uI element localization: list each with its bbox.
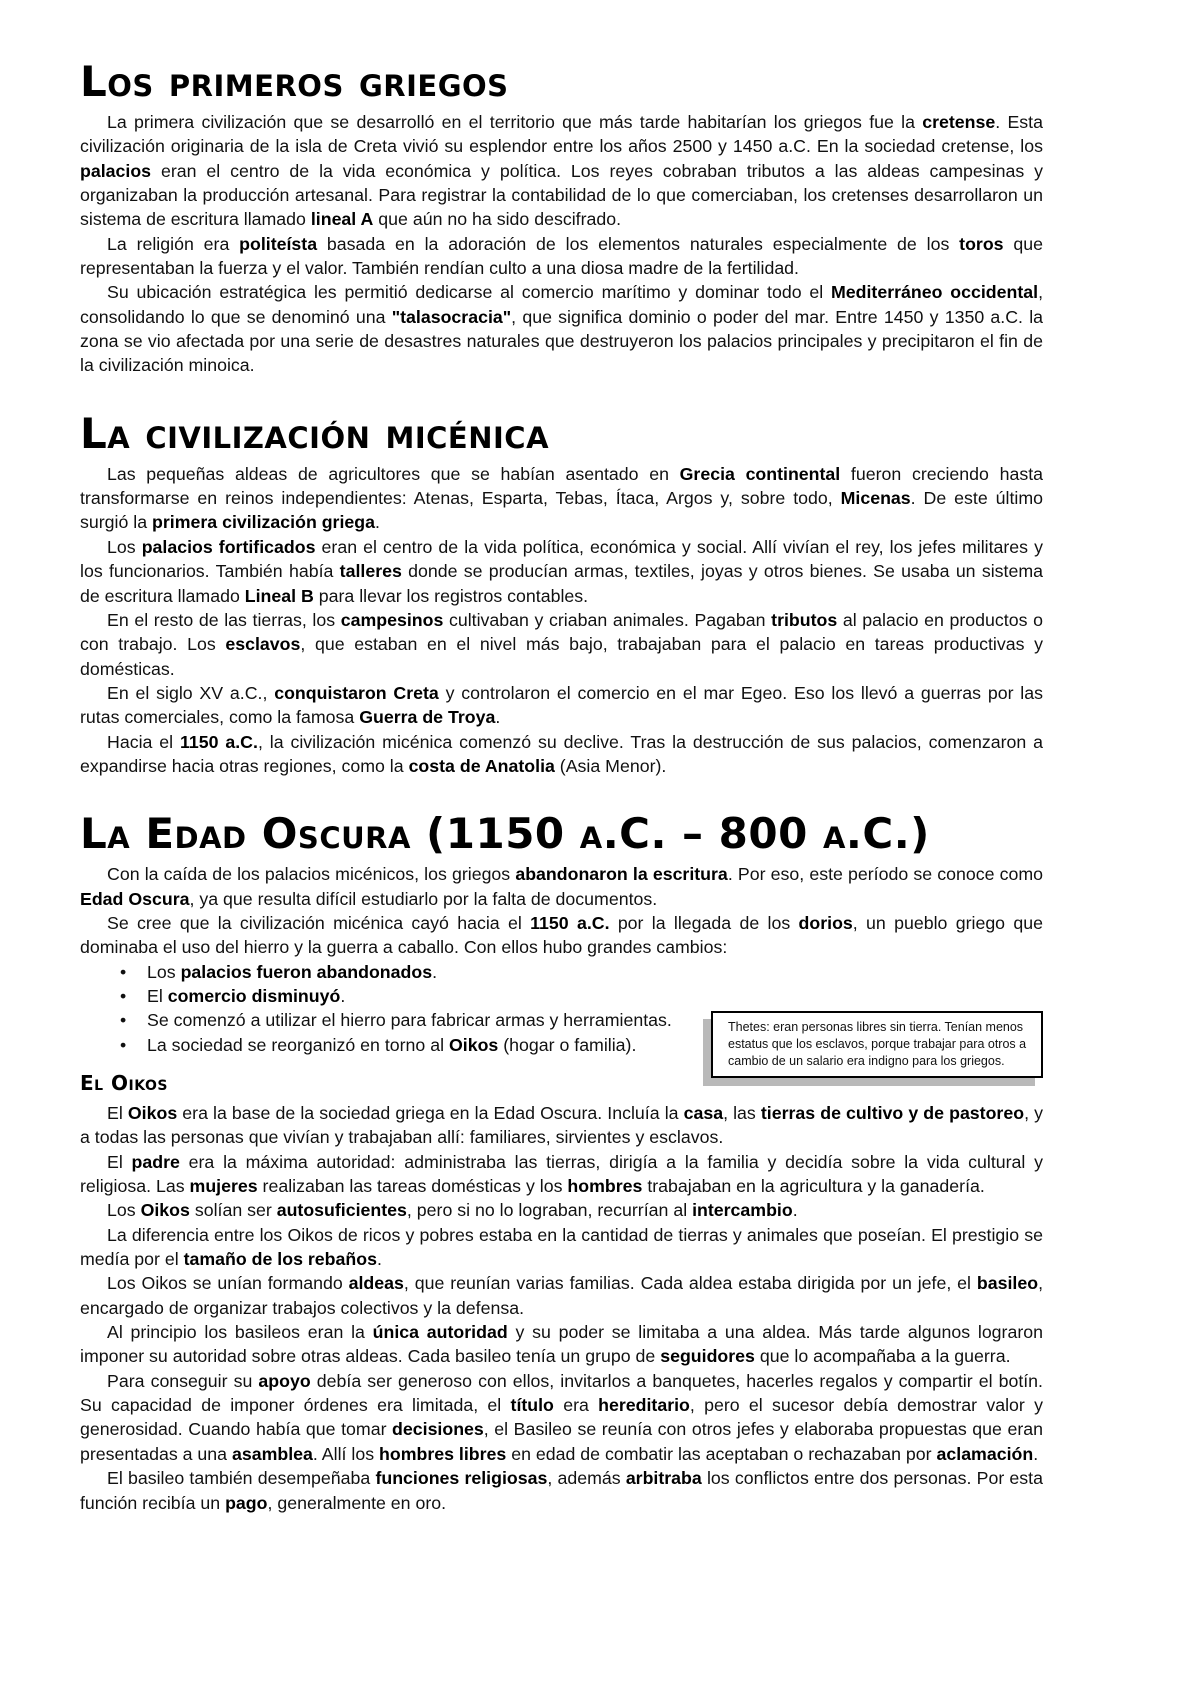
text-run: .	[374, 512, 380, 533]
bold-term: 1150 a.C.	[530, 912, 610, 933]
text-run: era la máxima autoridad: administraba las tierras, dirigía a la familia y decidía sobre la vida cultural y religiosa. Las	[80, 1151, 1043, 1197]
bold-term: 1150 a.C.	[179, 731, 258, 752]
bullet-icon	[120, 984, 126, 1008]
text-run: solían ser	[189, 1200, 277, 1221]
paragraph	[80, 110, 1043, 232]
bold-term: aldeas	[348, 1273, 404, 1294]
text-run: (Asia Menor).	[554, 755, 667, 776]
section-3	[80, 806, 1043, 1515]
text-run: y controlaron el comercio en el mar Egeo. Eso los llevó a guerras por las rutas comerciales, como la famosa	[80, 682, 1044, 728]
text-run: En el siglo XV a.C.,	[107, 682, 275, 703]
text-run: Se comenzó a utilizar el hierro para fabricar armas y herramientas.	[147, 1010, 672, 1031]
subsection-title: El Oikos	[80, 1071, 168, 1095]
text-run: El	[147, 985, 168, 1006]
section-title: Los primeros griegos	[80, 57, 509, 106]
text-run: , pero el sucesor debía demostrar valor y generosidad. Cuando había que tomar	[80, 1395, 1043, 1440]
text-run: que lo acompañaba a la guerra.	[754, 1346, 1011, 1367]
list-item	[147, 984, 1043, 1008]
bold-term: tributos	[771, 609, 838, 630]
text-run: , ya que resulta difícil estudiarlo por la falta de documentos.	[189, 888, 658, 909]
text-run: Las pequeñas aldeas de agricultores que se habían asentado en	[107, 463, 680, 484]
bold-term: "talasocracia"	[391, 306, 512, 327]
bullet-icon	[120, 1008, 126, 1032]
text-run: . Allí los	[312, 1443, 380, 1464]
bold-term: apoyo	[258, 1370, 311, 1391]
paragraph	[80, 1320, 1043, 1369]
section-title: La civilización micénica	[80, 408, 550, 458]
text-run: .	[376, 1249, 382, 1270]
paragraph	[80, 1369, 1043, 1466]
bold-term: Oikos	[448, 1034, 499, 1055]
text-run: para llevar los registros contables.	[313, 585, 589, 606]
text-run: por la llegada de los	[609, 912, 799, 933]
section-2	[80, 406, 1043, 778]
bold-term: toros	[959, 233, 1004, 254]
text-run: debía ser generoso con ellos, invitarlos a banquetes, hacerles regalos y compartir el botín. Su capacidad de imponer órdenes era limitada, el	[80, 1370, 1043, 1416]
bold-term: seguidores	[660, 1346, 755, 1367]
bold-term: palacios	[80, 160, 152, 181]
text-run: y su poder se limitaba a una aldea. Más tarde algunos lograron imponer su autoridad sobre otras aldeas. Cada basileo tenía un grupo de	[80, 1322, 1043, 1367]
bold-term: arbitraba	[625, 1468, 702, 1489]
paragraph	[80, 608, 1043, 681]
paragraph	[80, 1271, 1043, 1320]
bold-term: costa de Anatolia	[408, 755, 555, 776]
text-run: . De este último surgió la	[80, 488, 1043, 533]
paragraph	[80, 1223, 1043, 1272]
text-run: .	[1033, 1443, 1039, 1464]
bold-term: autosuficientes	[276, 1200, 407, 1221]
text-run: basada en la adoración de los elementos naturales especialmente de los	[317, 233, 960, 254]
bold-term: título	[510, 1395, 554, 1416]
bold-term: tierras de cultivo y de pastoreo	[760, 1103, 1025, 1123]
bold-term: campesinos	[340, 609, 444, 630]
text-run: El	[107, 1151, 132, 1172]
text-run: Con la caída de los palacios micénicos, los griegos	[107, 864, 516, 885]
text-run: Al principio los basileos eran la	[107, 1322, 373, 1343]
bold-term: aclamación	[936, 1443, 1034, 1464]
text-run: , que reunían varias familias. Cada aldea estaba dirigida por un jefe, el	[403, 1273, 977, 1294]
bold-term: mujeres	[189, 1176, 258, 1197]
text-run: eran el centro de la vida política, económica y social. Allí vivían el rey, los jefes militares y los funcionarios. También había	[80, 536, 1043, 582]
text-run: , además	[547, 1468, 626, 1489]
text-run: La sociedad se reorganizó en torno al	[147, 1034, 449, 1055]
text-run: cultivaban y criaban animales. Pagaban	[443, 609, 772, 630]
bold-term: Mediterráneo occidental	[831, 282, 1039, 303]
list-item	[147, 960, 1043, 984]
text-run: , que significa dominio o poder del mar. Entre 1450 y 1350 a.C. la zona se vio afectada por una serie de desastres naturales que destruyeron los palacios principales y precipitaron el fin de la civilización minoica.	[80, 306, 1044, 376]
text-run: Los	[107, 536, 142, 557]
bold-term: palacios fueron abandonados	[180, 961, 433, 982]
text-run: .	[495, 707, 501, 728]
bold-term: Guerra de Troya	[359, 707, 496, 728]
paragraph	[80, 1466, 1043, 1515]
bold-term: asamblea	[231, 1443, 313, 1464]
bold-term: comercio disminuyó	[167, 985, 341, 1006]
text-run: era la base de la sociedad griega en la Edad Oscura. Incluía la	[177, 1103, 684, 1123]
text-run: trabajaban en la agricultura y la ganadería.	[642, 1176, 985, 1197]
text-run: Los	[107, 1200, 141, 1221]
bold-term: Oikos	[127, 1103, 178, 1123]
paragraph	[80, 681, 1043, 730]
bold-term: dorios	[798, 912, 853, 933]
paragraph	[80, 280, 1043, 377]
bold-term: palacios fortificados	[141, 536, 316, 557]
bold-term: cretense	[922, 112, 996, 132]
bold-term: esclavos	[225, 634, 301, 655]
text-run: Su ubicación estratégica les permitió dedicarse al comercio marítimo y dominar todo el	[107, 282, 831, 303]
bold-term: Edad Oscura	[80, 888, 190, 909]
text-run: .	[432, 961, 437, 982]
text-run: La primera civilización que se desarrolló en el territorio que más tarde habitarían los griegos fue la	[107, 112, 923, 132]
bold-term: funciones religiosas	[375, 1468, 548, 1489]
text-run: , las	[723, 1103, 761, 1123]
bold-term: única autoridad	[372, 1322, 508, 1343]
text-run: .	[340, 985, 346, 1006]
text-run: Para conseguir su	[107, 1370, 259, 1391]
paragraph	[80, 1198, 1043, 1222]
text-run: , que estaban en el nivel más bajo, trabajaban para el palacio en tareas productivas y domésticas.	[80, 634, 1043, 679]
bold-term: basileo	[976, 1273, 1039, 1294]
text-run: realizaban las tareas domésticas y los	[257, 1176, 568, 1197]
text-run: los conflictos entre dos personas. Por esta función recibía un	[80, 1468, 1043, 1513]
bold-term: hombres	[567, 1176, 643, 1197]
section-1	[80, 54, 1043, 378]
text-run: que representaban la fuerza y el valor. También rendían culto a una diosa madre de la fertilidad.	[80, 233, 1044, 279]
text-run: , y a todas las personas que vivían y trabajaban allí: familiares, sirvientes y esclavos.	[80, 1103, 1043, 1148]
text-run: Los	[147, 961, 181, 982]
text-run: al palacio en productos o con trabajo. Los	[80, 609, 1043, 655]
paragraph	[80, 535, 1043, 608]
paragraph	[80, 911, 1043, 960]
bold-term: hombres libres	[379, 1443, 507, 1464]
text-run: Se cree que la civilización micénica cayó hacia el	[107, 912, 531, 933]
section-title: La Edad Oscura (1150 a.C. – 800 a.C.)	[80, 809, 930, 859]
bold-term: Lineal B	[244, 585, 314, 606]
text-run: El	[107, 1103, 128, 1123]
text-run: , consolidando lo que se denominó una	[80, 282, 1043, 327]
bold-term: pago	[225, 1492, 268, 1513]
text-run: En el resto de las tierras, los	[107, 609, 341, 630]
text-run: .	[792, 1200, 798, 1221]
text-run: eran el centro de la vida económica y política. Los reyes cobraban tributos a las aldeas campesinas y organizaban la producción artesanal. Para registrar la contabilidad de lo que comerciaban, los cretenses desarrollaron un sistema de escritura llamado	[80, 160, 1043, 230]
bold-term: Oikos	[140, 1200, 190, 1221]
text-run: en edad de combatir las aceptaban o rechazaban por	[506, 1443, 937, 1464]
bullet-list-block	[80, 960, 1043, 1068]
paragraph	[80, 1150, 1043, 1199]
bold-term: Grecia continental	[679, 463, 841, 484]
bold-term: padre	[131, 1151, 180, 1172]
text-run: que aún no ha sido descifrado.	[373, 209, 622, 230]
paragraph	[80, 462, 1043, 535]
bold-term: conquistaron Creta	[274, 682, 439, 703]
text-run: (hogar o familia).	[498, 1034, 637, 1055]
bold-term: politeísta	[239, 233, 318, 254]
paragraph	[80, 730, 1043, 779]
bold-term: primera civilización griega	[152, 512, 375, 533]
text-run: , la civilización micénica comenzó su declive. Tras la destrucción de sus palacios, comenzaron a expandirse hacia otras regiones, como la	[80, 731, 1044, 776]
bold-term: talleres	[339, 561, 402, 582]
text-run: Hacia el	[107, 731, 180, 752]
bold-term: Micenas	[840, 488, 911, 509]
bold-term: hereditario	[598, 1395, 690, 1416]
text-run: , pero si no lo lograban, recurrían al	[406, 1200, 693, 1221]
bold-term: abandonaron la escritura	[515, 864, 728, 885]
text-run: , un pueblo griego que dominaba el uso del hierro y la guerra a caballo. Con ellos hubo grandes cambios:	[80, 912, 1043, 958]
bold-term: decisiones	[392, 1419, 484, 1440]
bold-term: lineal A	[310, 209, 374, 230]
text-run: donde se producían armas, textiles, joyas y otros bienes. Se usaba un sistema de escritura llamado	[80, 561, 1043, 606]
text-run: La diferencia entre los Oikos de ricos y pobres estaba en la cantidad de tierras y animales que poseían. El prestigio se medía por el	[80, 1224, 1043, 1270]
paragraph	[80, 232, 1043, 281]
text-run: Los Oikos se unían formando	[107, 1273, 349, 1294]
text-run: era	[553, 1395, 599, 1416]
text-run: La religión era	[107, 233, 240, 254]
paragraph	[80, 862, 1043, 911]
bullet-icon	[120, 1033, 126, 1057]
text-run: El basileo también desempeñaba	[107, 1468, 376, 1489]
text-run: , generalmente en oro.	[267, 1492, 447, 1513]
bold-term: tamaño de los rebaños	[183, 1249, 377, 1270]
note-box: Thetes: eran personas libres sin tierra. Tenían menos estatus que los esclavos, porque trabajar para otros a cambio de un salario era indigno para los griegos.	[711, 1011, 1043, 1078]
paragraph	[80, 1101, 1043, 1150]
text-run: , el Basileo se reunía con otros jefes y elaboraba propuestas que eran presentadas a una	[80, 1419, 1043, 1464]
text-run: fueron creciendo hasta transformarse en reinos independientes: Atenas, Esparta, Tebas, Ítaca, Argos y, sobre todo,	[80, 463, 1044, 509]
bullet-icon	[120, 960, 126, 984]
bold-term: intercambio	[692, 1200, 793, 1221]
text-run: . Esta civilización originaria de la isla de Creta vivió su esplendor entre los años 2500 y 1450 a.C. En la sociedad cretense, los	[80, 112, 1043, 157]
text-run: . Por eso, este período se conoce como	[727, 864, 1043, 885]
text-run: , encargado de organizar trabajos colectivos y la defensa.	[80, 1273, 1043, 1318]
bold-term: casa	[683, 1103, 724, 1123]
